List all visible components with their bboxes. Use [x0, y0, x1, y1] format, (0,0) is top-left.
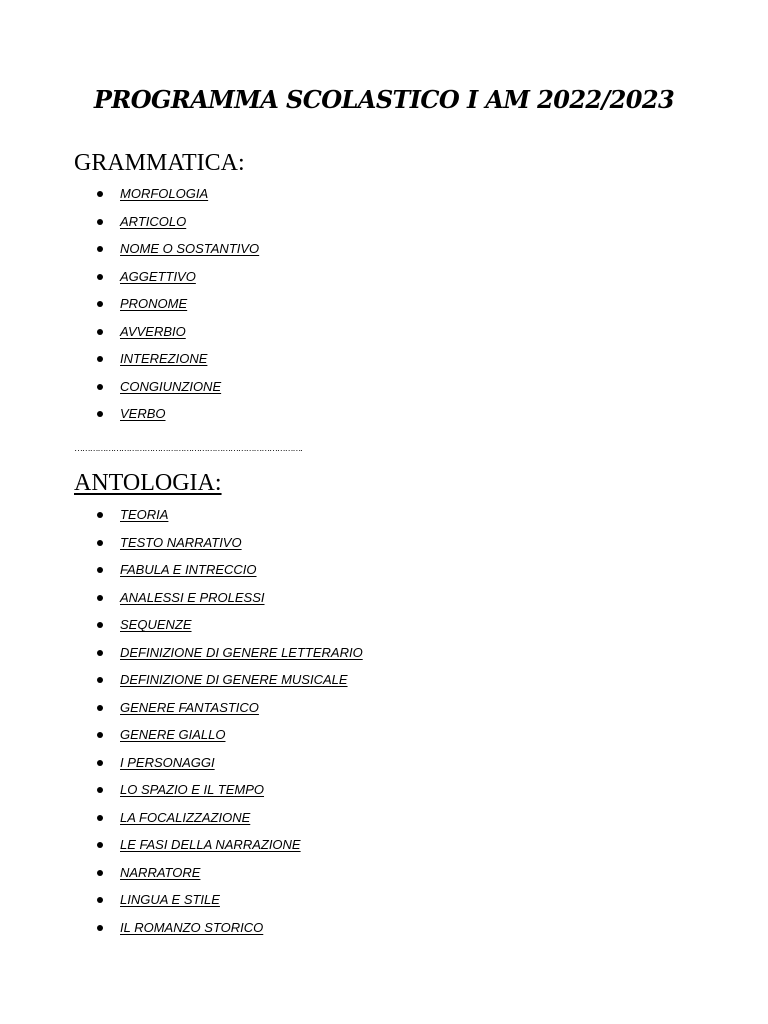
list-item [0, 212, 600, 240]
list-item [0, 505, 600, 533]
bullet-icon [97, 191, 103, 197]
list-item [0, 698, 600, 726]
list-item [0, 404, 600, 432]
bullet-icon [97, 650, 103, 656]
list-item-label: DEFINIZIONE DI GENERE MUSICALE [120, 672, 348, 687]
list-item-label: FABULA E INTRECCIO [120, 562, 257, 577]
bullet-icon [97, 677, 103, 683]
bullet-icon [97, 411, 103, 417]
list-item [0, 588, 600, 616]
list-item-label: GENERE FANTASTICO [120, 699, 259, 715]
bullet-icon [97, 815, 103, 821]
bullet-icon [97, 384, 103, 390]
list-item [0, 643, 600, 671]
list-item [0, 890, 600, 918]
list-item [0, 239, 600, 267]
bullet-icon [97, 246, 103, 252]
list-item-label: INTEREZIONE [120, 351, 208, 366]
bullet-icon [97, 329, 103, 335]
list-item-label: LE FASI DELLA NARRAZIONE [120, 837, 301, 852]
bullet-icon [97, 356, 103, 362]
list-item [0, 670, 600, 698]
bullet-icon [97, 512, 103, 518]
section-heading-antologia: ANTOLOGIA: [74, 470, 222, 496]
bullet-icon [97, 274, 103, 280]
list-item-label: TEORIA [120, 507, 169, 522]
bullet-icon [97, 842, 103, 848]
list-item-label: LO SPAZIO E IL TEMPO [120, 782, 265, 797]
list-item [0, 377, 600, 405]
list-item-label: PRONOME [120, 296, 188, 311]
bullet-icon [97, 219, 103, 225]
list-item [0, 267, 600, 295]
section-heading-grammatica: GRAMMATICA: [74, 150, 245, 176]
bullet-icon [97, 787, 103, 793]
list-item-label: DEFINIZIONE DI GENERE LETTERARIO [120, 644, 363, 660]
list-item [0, 835, 600, 863]
list-item [0, 753, 600, 781]
list-item-label: AGGETTIVO [120, 268, 196, 284]
list-item-label: MORFOLOGIA [120, 186, 209, 201]
list-item [0, 780, 600, 808]
bullet-icon [97, 595, 103, 601]
bullet-icon [97, 622, 103, 628]
separator-line: ……………………………………………………………………………. [74, 443, 302, 453]
bullet-icon [97, 732, 103, 738]
list-item-label: AVVERBIO [120, 323, 186, 339]
list-item-label: LA FOCALIZZAZIONE [120, 809, 251, 825]
list-item [0, 184, 600, 212]
list-item-label: I PERSONAGGI [120, 754, 215, 770]
bullet-icon [97, 925, 103, 931]
bullet-icon [97, 760, 103, 766]
bullet-icon [97, 897, 103, 903]
bullet-icon [97, 567, 103, 573]
list-item [0, 349, 600, 377]
antologia-list [0, 505, 600, 945]
list-item [0, 294, 600, 322]
list-item-label: NOME O SOSTANTIVO [120, 241, 260, 256]
list-item [0, 322, 600, 350]
list-item [0, 863, 600, 891]
list-item [0, 560, 600, 588]
grammatica-list [0, 184, 600, 432]
list-item-label: IL ROMANZO STORICO [120, 919, 264, 935]
list-item-label: NARRATORE [120, 864, 201, 880]
list-item [0, 533, 600, 561]
list-item-label: ANALESSI E PROLESSI [120, 589, 265, 605]
list-item-label: SEQUENZE [120, 617, 192, 632]
bullet-icon [97, 705, 103, 711]
list-item-label: ARTICOLO [120, 213, 187, 229]
list-item-label: VERBO [120, 406, 166, 421]
document-title: PROGRAMMA SCOLASTICO I AM 2022/2023 [93, 85, 675, 114]
list-item-label: LINGUA E STILE [120, 892, 220, 907]
bullet-icon [97, 540, 103, 546]
list-item [0, 808, 600, 836]
list-item [0, 725, 600, 753]
list-item-label: GENERE GIALLO [120, 727, 226, 742]
bullet-icon [97, 301, 103, 307]
bullet-icon [97, 870, 103, 876]
list-item-label: CONGIUNZIONE [120, 378, 222, 394]
list-item [0, 918, 600, 946]
list-item-label: TESTO NARRATIVO [120, 534, 242, 550]
list-item [0, 615, 600, 643]
